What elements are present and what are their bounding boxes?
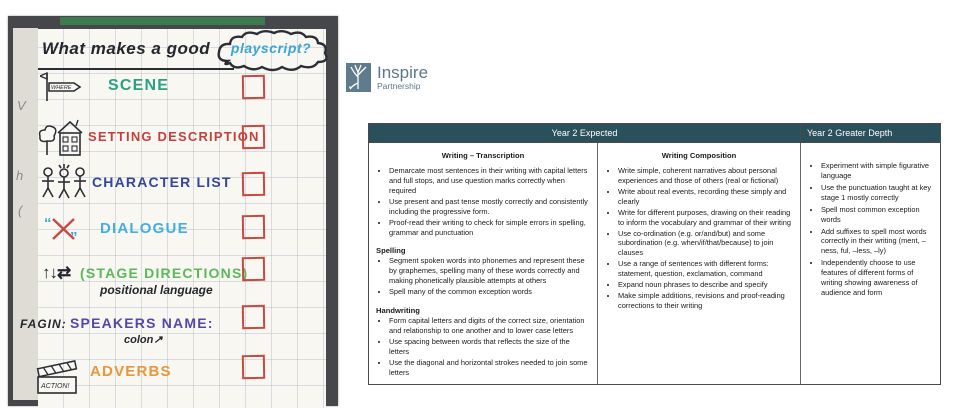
- bullet-list: [376, 166, 590, 237]
- greater-depth-content: [808, 161, 933, 298]
- svg-text:“: “: [44, 215, 52, 232]
- header-year2-expected: Year 2 Expected: [369, 124, 801, 143]
- direction-arrows-icon: ↑↓⇄: [42, 263, 71, 282]
- poster-row-speakers-name: [20, 311, 326, 357]
- bullet-item: • Use co-ordination (e.g. or/and/but) and some subordination (e.g. when/if/that/because) to join clauses: [618, 229, 793, 259]
- title-underline: [38, 68, 234, 70]
- logo-name: Inspire: [377, 63, 429, 82]
- bullet-list: [376, 316, 590, 378]
- bullet-item: • Experiment with simple figurative language: [821, 161, 933, 181]
- bullet-item: • Write about real events, recording these simply and clearly: [618, 187, 793, 207]
- table-header-row: [369, 124, 940, 143]
- poster-item-label: DIALOGUE: [100, 220, 189, 237]
- poster-row-stage-directions: [38, 261, 326, 309]
- bullet-item: • Segment spoken words into phonemes and represent these by graphemes, spelling many of these words correctly and making phonetically plausible attempts at others: [389, 256, 590, 286]
- table-body: [369, 143, 940, 384]
- svg-text:ACTION!: ACTION!: [41, 383, 70, 390]
- poster-item-prefix: FAGIN:: [20, 317, 67, 331]
- bullet-item: • Spell most common exception words: [821, 205, 933, 225]
- logo-subtitle: Partnership: [377, 81, 421, 91]
- tree-logo-icon: [346, 63, 371, 92]
- poster-row-character-list: [38, 170, 326, 204]
- bullet-item: • Use a range of sentences with different forms: statement, question, exclamation, command: [618, 259, 793, 279]
- edge-mark: V: [17, 98, 26, 113]
- bullet-item: • Make simple additions, revisions and proof-reading corrections to their writing: [618, 291, 793, 311]
- checkbox: [242, 257, 265, 281]
- poster-row-dialogue: [38, 217, 326, 251]
- bullet-item: • Add suffixes to spell most words correctly in their writing (ment, –ness, ful, –less, –ly): [821, 227, 933, 257]
- stick-figures-icon: [40, 164, 88, 205]
- edge-mark: h: [16, 168, 24, 183]
- checkbox: [242, 75, 265, 99]
- poster-item-label: SPEAKERS NAME:: [70, 315, 214, 331]
- transcription-content: [376, 166, 590, 378]
- bullet-list: [605, 166, 793, 311]
- composition-content: [605, 166, 793, 311]
- poster-item-label: CHARACTER LIST: [92, 174, 232, 190]
- poster-row-scene: [38, 75, 326, 109]
- poster-item-label: (STAGE DIRECTIONS): [80, 265, 249, 281]
- year2-writing-table: [368, 123, 941, 385]
- bullet-item: • Use present and past tense mostly correctly and consistently including the progressive form.: [389, 197, 590, 217]
- svg-text:WHERE: WHERE: [51, 85, 72, 91]
- column-greater-depth: [801, 143, 940, 384]
- poster-item-label: SCENE: [108, 77, 170, 94]
- svg-text:”: ”: [70, 229, 78, 245]
- column-writing-composition: [598, 143, 801, 384]
- bullet-item: • Write for different purposes, drawing on their reading to inform the vocabulary and grammar of their writing: [618, 208, 793, 228]
- bullet-item: • Demarcate most sentences in their writing with capital letters and full stops, and use question marks correctly when required: [389, 166, 590, 196]
- inspire-partnership-logo: [346, 63, 428, 92]
- speech-marks-icon: [44, 215, 84, 250]
- edge-mark: (: [18, 203, 23, 218]
- poster-row-setting-description: [38, 125, 326, 159]
- poster-title: What makes a good: [42, 39, 211, 58]
- bullet-item: • Form capital letters and digits of the correct size, orientation and relationship to one another and to lower case letters: [389, 316, 590, 336]
- bullet-item: • Proof-read their writing to check for simple errors in spelling, grammar and punctuation: [389, 218, 590, 238]
- column-heading: Writing – Transcription: [441, 151, 525, 160]
- bullet-item: • Use the diagonal and horizontal strokes needed to join some letters: [389, 358, 590, 378]
- bullet-item: • Use the punctuation taught at key stage 1 mostly correctly: [821, 183, 933, 203]
- checkbox: [242, 355, 265, 379]
- poster-item-label: ADVERBS: [90, 363, 172, 380]
- arrow-up-right-icon: ↗: [153, 334, 163, 346]
- signpost-where-icon: [40, 71, 84, 108]
- adjacent-page-edge: [13, 28, 38, 400]
- poster-paper: [20, 29, 326, 408]
- bullet-item: • Write simple, coherent narratives about personal experiences and those of others (real or fictional): [618, 166, 793, 186]
- section-title: Spelling: [376, 246, 406, 256]
- poster-item-note: [124, 333, 163, 346]
- checkbox: [242, 305, 265, 329]
- clapperboard-icon: [32, 357, 84, 402]
- header-year2-greater-depth: Year 2 Greater Depth: [801, 124, 940, 143]
- bullet-list: [376, 256, 590, 297]
- bullet-item: • Spell many of the common exception words: [389, 287, 590, 297]
- note-text: colon: [124, 334, 154, 346]
- poster-item-note: positional language: [100, 283, 213, 297]
- column-writing-transcription: [369, 143, 598, 384]
- poster-item-label: SETTING DESCRIPTION: [88, 129, 260, 144]
- poster-row-adverbs: [38, 355, 326, 399]
- section-title: Handwriting: [376, 306, 420, 316]
- poster-title-highlight: playscript?: [230, 40, 312, 56]
- checkbox: [242, 215, 265, 239]
- bullet-item: • Expand noun phrases to describe and specify: [618, 280, 793, 290]
- bullet-item: • Independently choose to use features of different forms of writing showing awareness of audience and form: [821, 258, 933, 298]
- bullet-item: • Use spacing between words that reflects the size of the letters: [389, 337, 590, 357]
- whiteboard-edge: [60, 17, 265, 25]
- bullet-list: [808, 161, 933, 298]
- checkbox: [242, 125, 265, 149]
- playscript-poster-photo: [8, 16, 338, 406]
- checkbox: [242, 172, 265, 196]
- tree-house-icon: [38, 119, 84, 162]
- column-heading: Writing Composition: [661, 151, 737, 160]
- title-cloud: [212, 27, 330, 77]
